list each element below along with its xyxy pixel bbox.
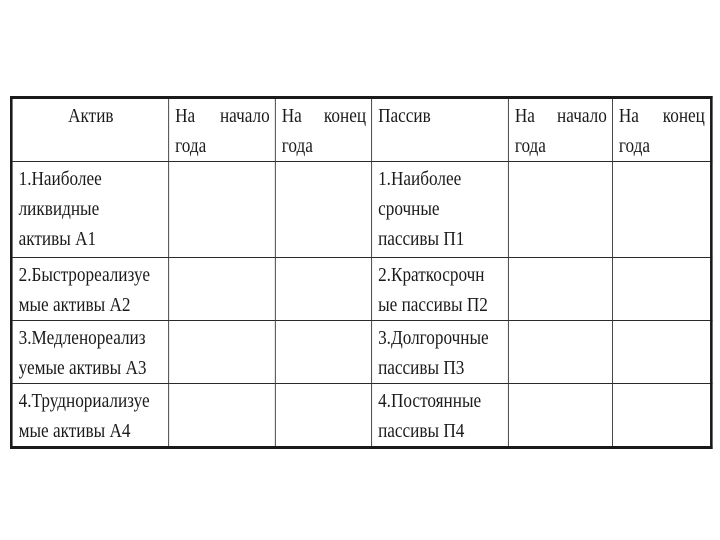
cell-passive-group — [372, 384, 509, 448]
header-active-start — [169, 98, 276, 162]
cell-passive-start — [508, 321, 612, 384]
cell-passive-start — [508, 384, 612, 448]
header-active-start-line1: На начало — [175, 105, 270, 127]
passive-group-label: 1.Наиболее срочные пассивы П1 — [378, 168, 465, 250]
active-group-label: 4.Труднориализуе мые активы А4 — [18, 390, 150, 442]
cell-passive-end — [612, 321, 711, 384]
table-row — [11, 258, 711, 321]
cell-passive-start — [508, 258, 612, 321]
cell-active-end — [275, 384, 371, 448]
header-active-start-line2: года — [175, 135, 207, 157]
cell-passive-end — [612, 258, 711, 321]
cell-passive-group — [372, 162, 509, 258]
cell-active-end — [275, 162, 371, 258]
cell-active-start — [169, 162, 276, 258]
cell-active-group — [11, 384, 168, 448]
header-passive-end-line1: На конец — [618, 105, 705, 127]
cell-passive-end — [612, 384, 711, 448]
active-group-label: 1.Наиболее ликвидные активы А1 — [18, 168, 102, 250]
header-passive-start-line2: года — [514, 135, 546, 157]
active-group-label: 3.Медленореализ уемые активы А3 — [18, 327, 147, 379]
table-row — [11, 162, 711, 258]
header-active-label: Актив — [68, 105, 114, 127]
header-passive-label: Пассив — [378, 105, 431, 127]
passive-group-label: 3.Долгорочные пассивы П3 — [378, 327, 489, 379]
balance-liquidity-table — [10, 96, 713, 449]
cell-passive-end — [612, 162, 711, 258]
cell-active-end — [275, 321, 371, 384]
table-row — [11, 321, 711, 384]
header-passive-end — [612, 98, 711, 162]
passive-group-label: 2.Краткосрочн ые пассивы П2 — [378, 264, 488, 316]
cell-active-end — [275, 258, 371, 321]
header-passive-start-line1: На начало — [514, 105, 607, 127]
cell-active-group — [11, 162, 168, 258]
cell-passive-group — [372, 321, 509, 384]
cell-passive-group — [372, 258, 509, 321]
table-header-row — [11, 98, 711, 162]
header-active-end-line2: года — [281, 135, 313, 157]
cell-active-start — [169, 384, 276, 448]
header-active — [11, 98, 168, 162]
header-passive-start — [508, 98, 612, 162]
passive-group-label: 4.Постоянные пассивы П4 — [378, 390, 482, 442]
cell-active-start — [169, 258, 276, 321]
cell-active-start — [169, 321, 276, 384]
cell-active-group — [11, 258, 168, 321]
cell-passive-start — [508, 162, 612, 258]
header-active-end — [275, 98, 371, 162]
active-group-label: 2.Быстрореализуе мые активы А2 — [18, 264, 150, 316]
header-passive-end-line2: года — [618, 135, 651, 157]
cell-active-group — [11, 321, 168, 384]
table-row — [11, 384, 711, 448]
header-passive — [372, 98, 509, 162]
header-active-end-line1: На конец — [281, 105, 367, 127]
